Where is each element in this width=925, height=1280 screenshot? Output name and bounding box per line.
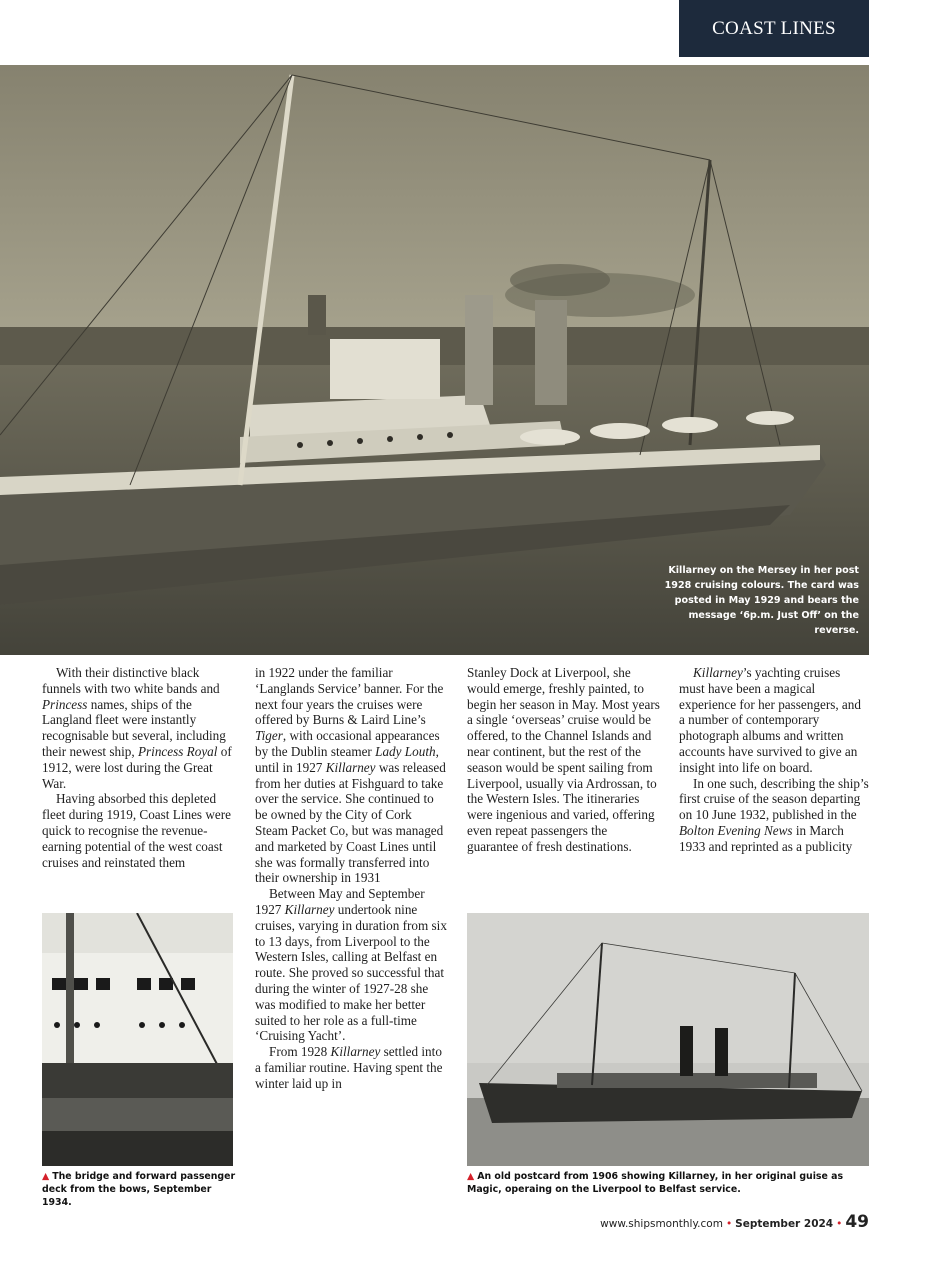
bridge-photo [42,913,233,1166]
bullet-icon: • [725,1218,733,1230]
text: in 1922 under the familiar ‘Langlands Service’ banner. For the next four years the cruises were offered by Burns & Laird Line’s [255,665,444,728]
text-italic: Killarney [325,759,376,775]
article-column-1 [42,665,234,870]
paragraph: Stanley Dock at Liverpool, she would emerge, freshly painted, to begin her season in May. Most years a single ‘overseas’ cruise would be offered, to the Channel Islands and near continent, but the rest of the season would be spent sailing from Liverpool, usually via Ardrossan, to the Western Isles. The itineraries were ingenious and varied, offering even repeat passengers the guarantee of fresh destinations. [467,665,660,854]
text-italic: Killarney [330,1044,381,1060]
text-italic: Princess Royal [137,743,218,759]
caption-marker-icon: ▲ [467,1171,475,1182]
text-italic: Killarney [284,901,335,917]
caption-text: The bridge and forward passenger deck from the bows, September 1934. [42,1171,236,1208]
text: of 1912, were lost during the Great War. [42,743,232,791]
page-number: 49 [845,1212,869,1232]
text: , with occasional appearances by the Dublin steamer [255,728,440,759]
text: In one such, describing the ship’s first cruise of the season departing on 10 June 1932, published in the [679,775,869,823]
postcard-caption [467,1170,869,1196]
paragraph: Having absorbed this depleted fleet during 1919, Coast Lines were quick to recognise the revenue-earning potential of the west coast cruises and reinstated them [42,791,231,870]
section-title: COAST LINES [712,17,836,39]
text: in March 1933 and reprinted as a publicity [679,822,853,854]
text-italic: Lady Louth [375,743,436,759]
text: , until in 1927 [255,743,439,775]
footer-issue: September 2024 [735,1218,834,1230]
text-italic: Bolton Evening News [679,822,793,838]
text: Between May and September 1927 [255,886,425,917]
text: From 1928 [269,1044,331,1060]
article-column-3 [467,665,660,855]
text: settled into a familiar routine. Having spent the winter laid up in [255,1044,443,1091]
text-italic: Princess [42,696,88,712]
caption-marker-icon: ▲ [42,1171,50,1182]
text: ’s yachting cruises must have been a magical experience for her passengers, and a number of contemporary photograph albums and written accounts have survived to give an insight into life on board. [679,665,861,775]
page-footer [600,1212,869,1232]
postcard-photo [467,913,869,1166]
postcard-image [467,913,869,1166]
article-column-4 [679,665,869,855]
text: With their distinctive black funnels with two white bands and [42,665,220,696]
text: undertook nine cruises, varying in duration from six to 13 days, from Liverpool to the Western Isles, calling at Belfast en route. She proved so successful that during the winter of 1927-28 she was modified to make her better suited to her role as a full-time ‘Cruising Yacht’. [255,901,447,1044]
section-header [679,0,869,57]
text: names, ships of the Langland fleet were instantly recognisable but several, including their newest ship, [42,696,226,759]
text-italic: Killarney [693,665,743,680]
caption-text: An old postcard from 1906 showing Killarney, in her original guise as Magic, operaing on the Liverpool to Belfast service. [467,1171,844,1195]
text-italic: Tiger [255,728,283,744]
bridge-caption [42,1170,238,1209]
article-column-2 [255,665,447,1092]
bullet-icon: • [836,1218,843,1230]
footer-website: www.shipsmonthly.com [600,1218,723,1230]
hero-photo [0,65,869,655]
bridge-image [42,913,233,1166]
hero-caption: Killarney on the Mersey in her post 1928 cruising colours. The card was posted in May 1929 and bears the message ‘6p.m. Just Off’ on the reverse. [664,565,859,636]
text: was released from her duties at Fishguard to take over the service. She continued to be owned by the City of Cork Steam Packet Co, but was managed and marketed by Coast Lines until she was formally transferred into their ownership in 1931 [255,759,446,886]
